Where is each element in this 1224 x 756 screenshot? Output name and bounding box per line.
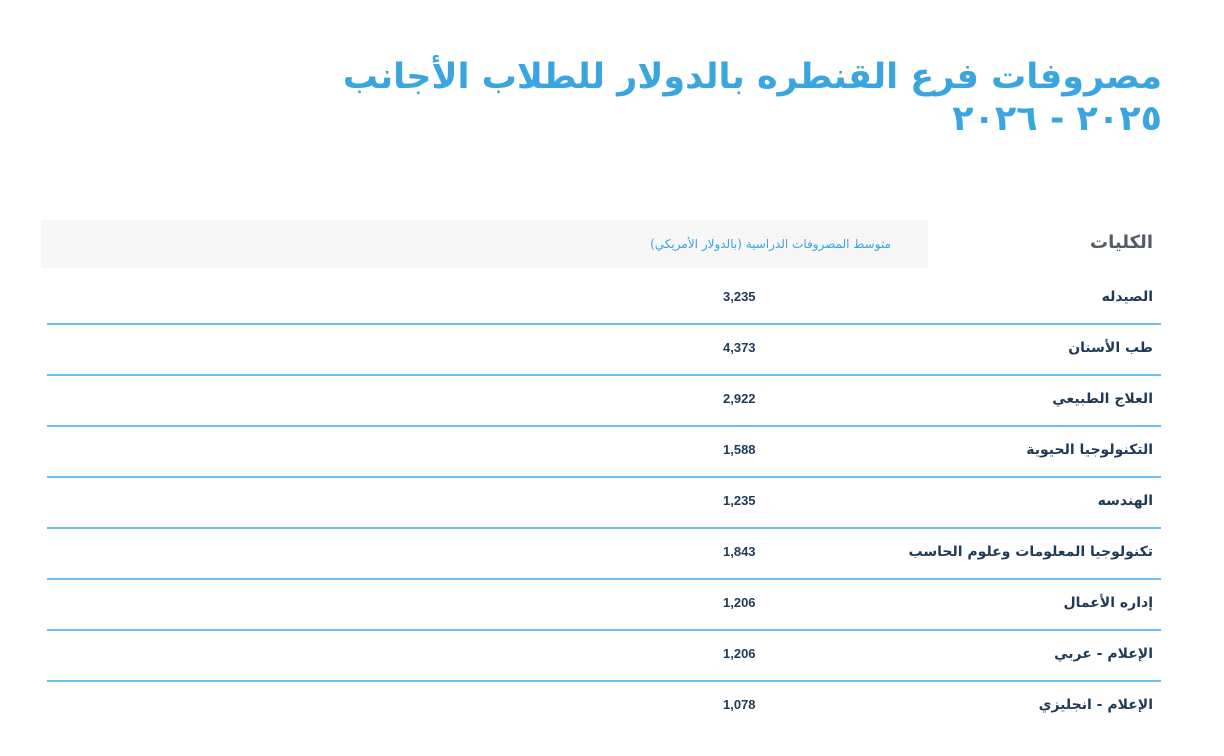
fee-value: 4,373 bbox=[723, 340, 756, 355]
table-row bbox=[47, 478, 1161, 529]
faculty-name: الإعلام - عربي bbox=[1054, 646, 1153, 662]
table-row bbox=[47, 427, 1161, 478]
page-title-years: ٢٠٢٥ - ٢٠٢٦ bbox=[952, 99, 1162, 139]
page-title bbox=[262, 56, 1162, 140]
table-row bbox=[47, 580, 1161, 631]
column-header-average-fees: متوسط المصروفات الدراسية (بالدولار الأمريكي) bbox=[650, 237, 891, 251]
faculty-name: طب الأسنان bbox=[1068, 340, 1153, 356]
table-row bbox=[47, 529, 1161, 580]
table-header bbox=[41, 220, 1161, 268]
table-row bbox=[47, 376, 1161, 427]
table-row bbox=[47, 682, 1161, 731]
faculty-name: الهندسه bbox=[1097, 493, 1153, 509]
fee-value: 1,235 bbox=[723, 493, 756, 508]
faculty-name: التكنولوجيا الحيوية bbox=[1026, 442, 1153, 458]
fee-value: 1,588 bbox=[723, 442, 756, 457]
fee-value: 1,206 bbox=[723, 646, 756, 661]
fee-value: 1,843 bbox=[723, 544, 756, 559]
table-row bbox=[47, 274, 1161, 325]
page-title-line1: مصروفات فرع القنطره بالدولار للطلاب الأجانب bbox=[342, 57, 1162, 97]
fees-table bbox=[47, 274, 1161, 731]
faculty-name: العلاج الطبيعي bbox=[1052, 391, 1153, 407]
column-header-faculties: الكليات bbox=[1090, 232, 1153, 253]
fee-value: 1,078 bbox=[723, 697, 756, 712]
table-row bbox=[47, 631, 1161, 682]
fee-value: 1,206 bbox=[723, 595, 756, 610]
faculty-name: الإعلام - انجليزي bbox=[1038, 697, 1153, 713]
faculty-name: الصيدله bbox=[1101, 289, 1153, 305]
fee-value: 3,235 bbox=[723, 289, 756, 304]
table-row bbox=[47, 325, 1161, 376]
faculty-name: تكنولوجيا المعلومات وعلوم الحاسب bbox=[908, 544, 1153, 560]
fee-value: 2,922 bbox=[723, 391, 756, 406]
faculty-name: إداره الأعمال bbox=[1063, 595, 1153, 611]
